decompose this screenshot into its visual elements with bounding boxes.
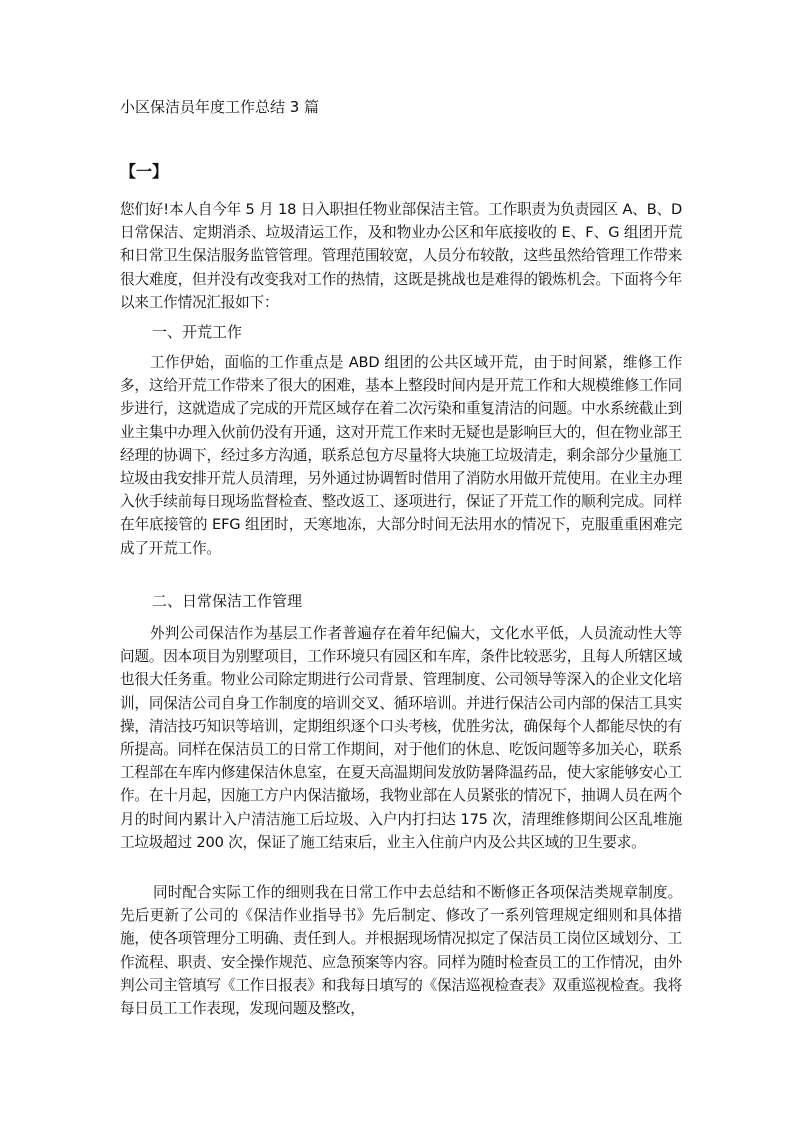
- paragraph-2: 外判公司保洁作为基层工作者普遍存在着年纪偏大，文化水平低，人员流动性大等问题。因本项目为别墅项目，工作环境只有园区和车库，条件比较恶劣，且每人所辖区域也很大任务重。物业公司除定期进行公司背景、管理制度、公司领导等深入的企业文化培训，同保洁公司自身工作制度的培训交叉、循环培训。并进行保洁公司内部的保洁工具实操，清洁技巧知识等培训，定期组织逐个口头考核，优胜劣汰，确保每个人都能尽快的有所提高。同样在保洁员工的日常工作期间，对于他们的休息、吃饭问题等多加关心，联系工程部在车库内修建保洁休息室，在夏天高温期间发放防暑降温药品，使大家能够安心工作。在十月起，因施工方户内保洁撤场，我物业部在人员紧张的情况下，抽调人员在两个月的时间内累计入户清洁施工后垃圾、入户内打扫达 175 次，清理维修期间公区乱堆施工垃圾超过 200 次，保证了施工结束后，业主入住前户内及公共区域的卫生要求。: [120, 625, 682, 851]
- document-title: 小区保洁员年度工作总结 3 篇: [120, 98, 320, 116]
- intro-paragraph: 您们好!本人自今年 5 月 18 日入职担任物业部保洁主管。工作职责为负责园区 A、B、D 日常保洁、定期消杀、垃圾清运工作，及和物业办公区和年底接收的 E、F、G 组团开荒和日常卫生保洁服务监管管理。管理范围较宽，人员分布较散，这些虽然给管理工作带来很大难度，但并没有改变我对工作的热情，这既是挑战也是难得的锻炼机会。下面将今年以来工作情况汇报如下：: [120, 201, 682, 311]
- paragraph-1: 工作伊始，面临的工作重点是 ABD 组团的公共区域开荒，由于时间紧，维修工作多，这给开荒工作带来了很大的困难，基本上整段时间内是开荒工作和大规模维修工作同步进行，这就造成了完成的开荒区域存在着二次污染和重复清洁的问题。中水系统截止到业主集中办理入伙前仍没有开通，这对开荒工作来时无疑也是影响巨大的，但在物业部王经理的协调下，经过多方沟通，联系总包方尽量将大块施工垃圾清走，剩余部分少量施工垃圾由我安排开荒人员清理，另外通过协调暂时借用了消防水用做开荒使用。在业主办理入伙手续前每日现场监督检查、整改返工、逐项进行，保证了开荒工作的顺利完成。同样在年底接管的 EFG 组团时，天寒地冻，大部分时间无法用水的情况下，克服重重困难完成了开荒工作。: [120, 354, 682, 557]
- section-marker: 【一】: [120, 162, 169, 181]
- paragraph-3: 同时配合实际工作的细则我在日常工作中去总结和不断修正各项保洁类规章制度。先后更新了公司的《保洁作业指导书》先后制定、修改了一系列管理规定细则和具体措施，使各项管理分工明确、责任到人。并根据现场情况拟定了保洁员工岗位区域划分、工作流程、职责、安全操作规范、应急预案等内容。同样为随时检查员工的工作情况，由外判公司主管填写《工作日报表》和我每日填写的《保洁巡视检查表》双重巡视检查。我将每日员工工作表现，发现问题及整改，: [120, 884, 682, 1018]
- section-heading-1: 一、开荒工作: [152, 323, 243, 341]
- section-heading-2: 二、日常保洁工作管理: [152, 592, 303, 610]
